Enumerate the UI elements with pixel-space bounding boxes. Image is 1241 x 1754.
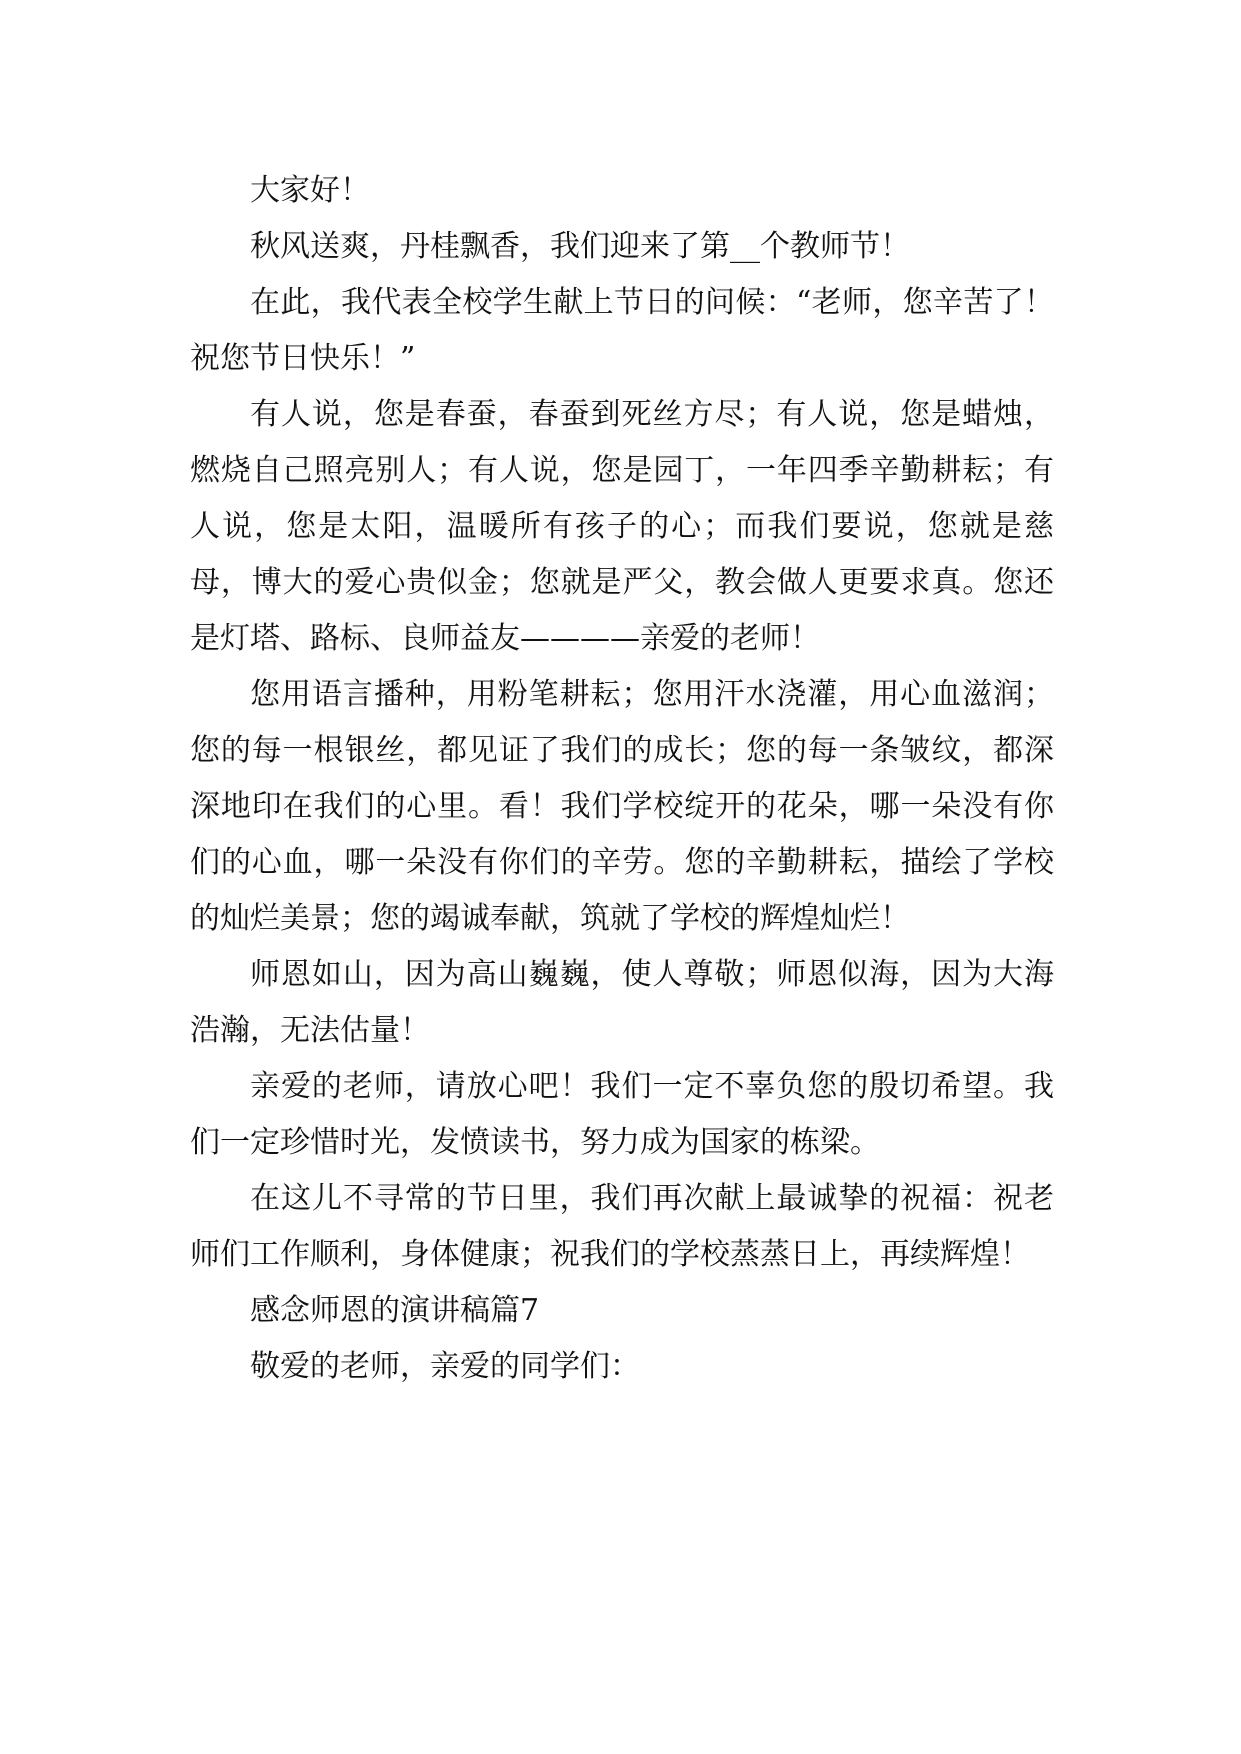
section-heading: 感念师恩的演讲稿篇7 [250,1293,540,1328]
paragraph-teacher-dedication: 您用语言播种，用粉笔耕耘；您用汗水浇灌，用心血滋润；您的每一根银丝，都见证了我们的成长；您的每一条皱纹，都深深地印在我们的心里。看！我们学校绽开的花朵，哪一朵没有你们的心血，哪一朵没有你们的辛劳。您的辛勤耕耘，描绘了学校的灿烂美景；您的竭诚奉献，筑就了学校的辉煌灿烂！ [190,677,1054,936]
paragraph-gratitude: 师恩如山，因为高山巍巍，使人尊敬；师恩似海，因为大海浩瀚，无法估量！ [190,957,1054,1048]
paragraph-greeting: 大家好！ [250,173,370,208]
paragraph-promise: 亲爱的老师，请放心吧！我们一定不辜负您的殷切希望。我们一定珍惜时光，发愤读书，努力成为国家的栋梁。 [190,1069,1054,1160]
paragraph-opening: 秋风送爽，丹桂飘香，我们迎来了第__个教师节！ [250,229,910,264]
paragraph-blessing: 在这儿不寻常的节日里，我们再次献上最诚挚的祝福：祝老师们工作顺利，身体健康；祝我们的学校蒸蒸日上，再续辉煌！ [190,1181,1054,1272]
paragraph-greetings-to-teachers: 在此，我代表全校学生献上节日的问候：“老师，您辛苦了！祝您节日快乐！” [190,285,1054,376]
document-body [190,163,1054,1395]
paragraph-metaphors: 有人说，您是春蚕，春蚕到死丝方尽；有人说，您是蜡烛，燃烧自己照亮别人；有人说，您是园丁，一年四季辛勤耕耘；有人说，您是太阳，温暖所有孩子的心；而我们要说，您就是慈母，博大的爱心贵似金；您就是严父，教会做人更要求真。您还是灯塔、路标、良师益友————亲爱的老师！ [190,397,1054,656]
paragraph-salutation: 敬爱的老师，亲爱的同学们： [250,1349,640,1384]
